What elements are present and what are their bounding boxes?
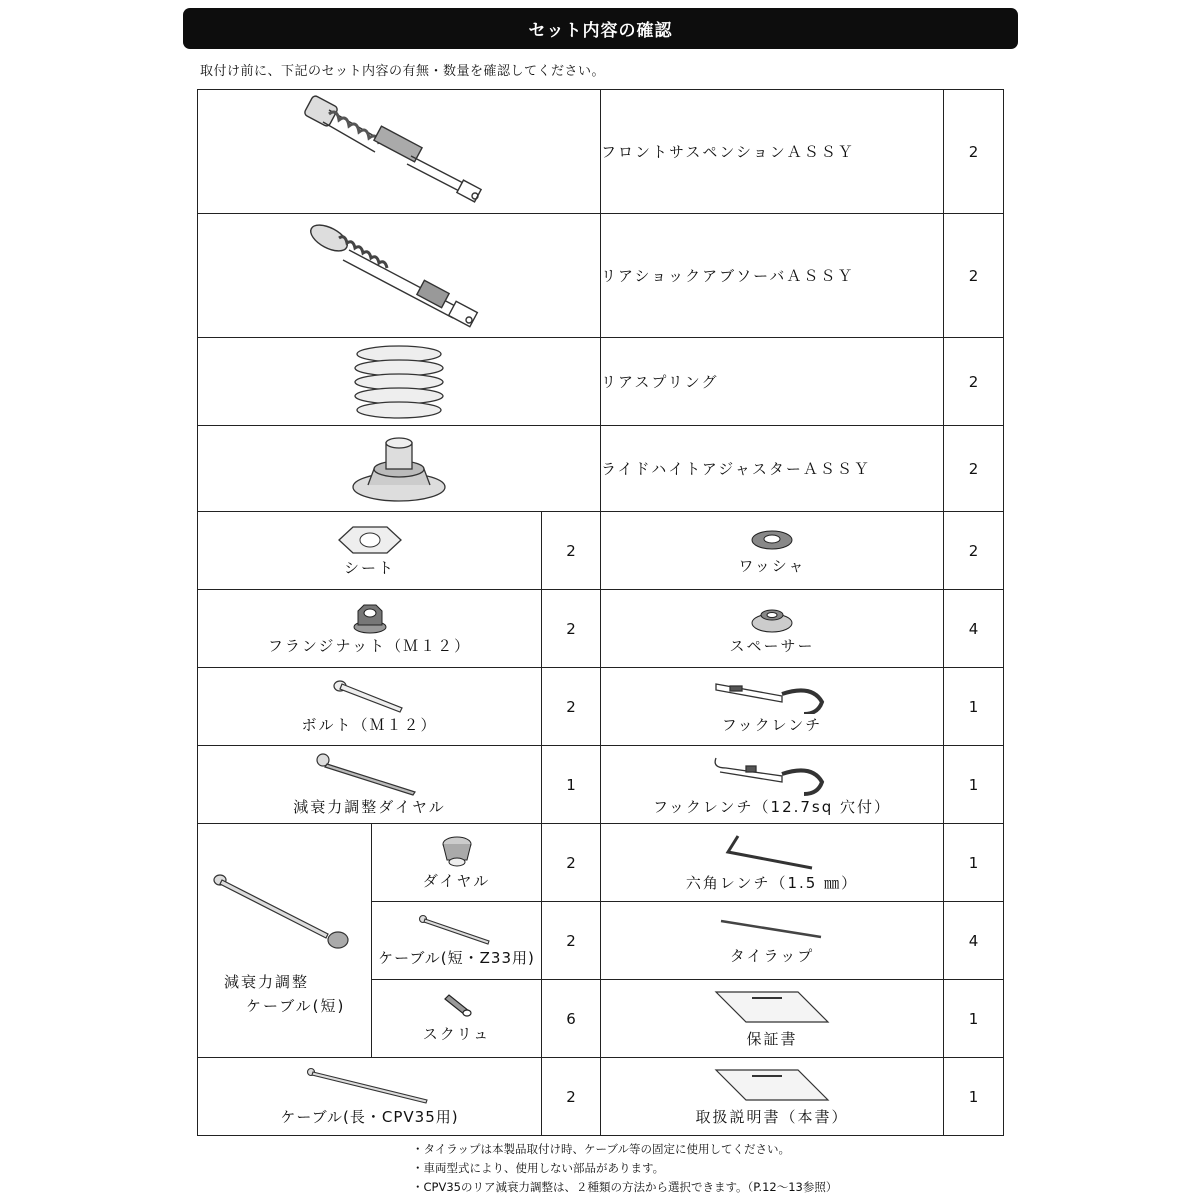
item-label: フックレンチ（12.7sq 穴付）: [652, 798, 892, 816]
damping-dial-cell: [198, 746, 542, 824]
table-row: [198, 824, 1004, 902]
item-name: フロントサスペンションＡＳＳＹ: [601, 90, 944, 214]
item-qty: 2: [542, 512, 601, 590]
front-suspension-illustration: [299, 92, 499, 212]
item-label: スクリュ: [422, 1025, 491, 1043]
item-qty: 1: [944, 824, 1004, 902]
screw-cell: [372, 980, 542, 1058]
seat-illustration: [335, 523, 405, 557]
table-row: [198, 668, 1004, 746]
bolt-cell: [198, 668, 542, 746]
damping-cable-short-illustration: [210, 872, 360, 952]
item-label: フランジナット（Ｍ１２）: [267, 637, 472, 655]
table-row: [198, 90, 1004, 214]
warranty-cell: [601, 980, 944, 1058]
note-line: ・CPV35のリア減衰力調整は、２種類の方法から選択できます。（P.12～13参照）: [412, 1180, 838, 1194]
item-qty: 2: [542, 668, 601, 746]
cable-group-label-line2: ケーブル(短): [246, 997, 346, 1015]
rear-spring-image: [198, 338, 601, 426]
item-qty: 2: [944, 90, 1004, 214]
item-label: フックレンチ: [721, 716, 823, 734]
ride-height-adjuster-image: [198, 426, 601, 512]
item-label: ワッシャ: [738, 557, 806, 575]
note-line: ・タイラップは本製品取付け時、ケーブル等の固定に使用してください。: [412, 1142, 791, 1156]
cable-group-label-line1: 減衰力調整: [224, 973, 310, 991]
item-label: 取扱説明書（本書）: [695, 1108, 849, 1126]
dial-illustration: [439, 834, 475, 870]
screw-illustration: [439, 993, 475, 1023]
table-row: [198, 426, 1004, 512]
item-label: 保証書: [746, 1030, 798, 1048]
damping-dial-illustration: [315, 752, 425, 796]
section-title: セット内容の確認: [528, 21, 673, 41]
parts-table: [197, 89, 1004, 1136]
item-name: ライドハイトアジャスターＡＳＳＹ: [601, 426, 944, 512]
table-row: [198, 338, 1004, 426]
hook-wrench-sq-illustration: [712, 752, 832, 796]
hex-wrench-illustration: [722, 832, 822, 872]
item-label: ケーブル(短・Z33用): [378, 949, 535, 967]
item-label: タイラップ: [729, 947, 815, 965]
dial-cell: [372, 824, 542, 902]
rear-shock-illustration: [299, 216, 499, 336]
ride-height-adjuster-illustration: [344, 431, 454, 507]
item-qty: 4: [944, 902, 1004, 980]
intro-text: 取付け前に、下記のセット内容の有無・数量を確認してください。: [200, 64, 606, 79]
cable-short-z33-illustration: [417, 913, 497, 947]
section-title-banner: [183, 8, 1018, 49]
item-qty: 1: [944, 1058, 1004, 1136]
item-label: 六角レンチ（1.5 ㎜）: [685, 874, 859, 892]
item-label: ケーブル(長・CPV35用): [280, 1108, 459, 1126]
cable-long-illustration: [305, 1066, 435, 1106]
item-label: スペーサー: [729, 637, 815, 655]
item-qty: 1: [542, 746, 601, 824]
rear-shock-image: [198, 214, 601, 338]
item-label: シート: [343, 559, 395, 577]
item-qty: 2: [944, 426, 1004, 512]
table-row: [198, 214, 1004, 338]
item-qty: 2: [542, 590, 601, 668]
item-qty: 6: [542, 980, 601, 1058]
item-qty: 4: [944, 590, 1004, 668]
table-row: [198, 1058, 1004, 1136]
item-qty: 2: [944, 214, 1004, 338]
note-line: ・車両型式により、使用しない部品があります。: [412, 1161, 665, 1175]
item-qty: 2: [944, 338, 1004, 426]
item-qty: 1: [944, 668, 1004, 746]
rear-spring-illustration: [344, 342, 454, 422]
item-label: ボルト（Ｍ１２）: [301, 716, 438, 734]
table-row: [198, 512, 1004, 590]
tie-wrap-illustration: [717, 915, 827, 945]
item-qty: 1: [944, 980, 1004, 1058]
front-suspension-image: [198, 90, 601, 214]
item-name: リアショックアブソーバＡＳＳＹ: [601, 214, 944, 338]
hook-wrench-cell: [601, 668, 944, 746]
table-row: [198, 590, 1004, 668]
seat-cell: [198, 512, 542, 590]
hex-wrench-cell: [601, 824, 944, 902]
item-name: リアスプリング: [601, 338, 944, 426]
hook-wrench-illustration: [712, 678, 832, 714]
cable-long-cell: [198, 1058, 542, 1136]
item-qty: 2: [944, 512, 1004, 590]
washer-cell: [601, 512, 944, 590]
hook-wrench-sq-cell: [601, 746, 944, 824]
item-qty: 2: [542, 902, 601, 980]
item-label: 減衰力調整ダイヤル: [293, 798, 446, 816]
flange-nut-cell: [198, 590, 542, 668]
spacer-cell: [601, 590, 944, 668]
item-label: ダイヤル: [422, 872, 491, 890]
cable-short-z33-cell: [372, 902, 542, 980]
bolt-illustration: [330, 678, 410, 714]
spacer-illustration: [747, 601, 797, 635]
table-row: [198, 746, 1004, 824]
warranty-illustration: [712, 988, 832, 1028]
notes: [412, 1140, 837, 1197]
item-qty: 2: [542, 1058, 601, 1136]
item-qty: 1: [944, 746, 1004, 824]
damping-cable-short-cell: [198, 824, 372, 1058]
washer-illustration: [747, 525, 797, 555]
flange-nut-illustration: [350, 601, 390, 635]
manual-cell: [601, 1058, 944, 1136]
tie-wrap-cell: [601, 902, 944, 980]
manual-illustration: [712, 1066, 832, 1106]
item-qty: 2: [542, 824, 601, 902]
